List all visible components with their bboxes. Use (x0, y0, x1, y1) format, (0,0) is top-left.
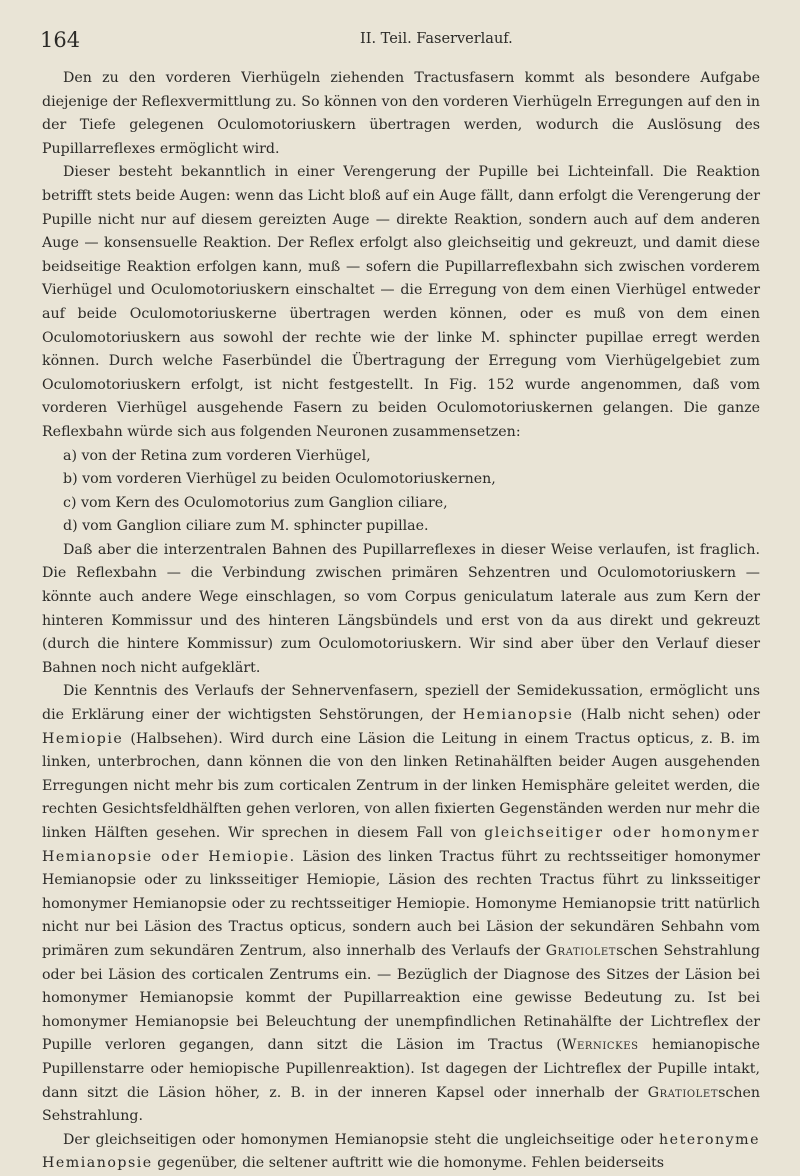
text-run: (Halb nicht sehen) oder (573, 707, 760, 724)
term-hemiopie: Hemiopie (42, 730, 124, 747)
list-item: d) vom Ganglion ciliare zum M. sphincter pupillae. (63, 518, 429, 535)
paragraph-1: Den zu den vorderen Vierhügeln ziehenden Tractusfasern kommt als besondere Aufgabe diejenige der Reflexvermittlung zu. So können von den vorderen Vierhügeln Erregungen auf den in der Tiefe gelegenen Oculomotoriuskern übertragen werden, wodurch die Auslösung des Pupillarreflexes ermöglicht wird. (42, 70, 760, 157)
text-run: Läsion des linken Tractus führt zu rechtsseitiger homonymer Hemianopsie oder zu linksseitiger Hemiopie, Läsion des rechten Tractus führt zu linksseitiger homonymer Hemianopsie oder zu rechtsseitiger Hemiopie. Homonyme Hemianopsie tritt natürlich nicht nur bei Läsion des Tractus opticus, sondern auch bei Läsion der sekundären Sehbahn vom primären zum sekundären Zentrum, also innerhalb des Verlaufs der (42, 848, 760, 959)
body-text (42, 67, 760, 1176)
name-gratiolet: Gratiolet (647, 1084, 719, 1101)
list-item: b) vom vorderen Vierhügel zu beiden Oculomotoriuskernen, (63, 471, 496, 488)
text-run: schen Sehstrahlung oder bei Läsion des corticalen Zentrums ein. — Bezüglich der Diagnose des Sitzes der Läsion bei homonymer Hemianopsie kommt der Pupillarreaktion eine gewisse Bedeutung zu. Ist bei homonymer Hemianopsie bei Beleuchtung der unempfindlichen Retinahälfte der Lichtreflex der Pupille verloren gegangen, dann sitzt die Läsion im Tractus ( (42, 942, 760, 1054)
text-run: gegenüber, die seltener auftritt wie die homonyme. Fehlen beiderseits (152, 1155, 665, 1172)
term-hemianopsie: Hemianopsie (462, 707, 574, 724)
term-homonymous-hemianopsia: gleichseitiger oder homonymer Hemianopsie oder Hemiopie. (42, 825, 760, 865)
text-run: Die Kenntnis des Verlaufs der Sehnervenfasern, speziell der Semidekussation, ermöglicht uns die Erklärung einer der wichtigsten Sehstörungen, der (42, 683, 760, 724)
paragraph-3: Daß aber die interzentralen Bahnen des Pupillarreflexes in dieser Weise verlaufen, ist fraglich. Die Reflexbahn — die Verbindung zwischen primären Sehzentren und Oculomotoriuskern — könnte auch andere Wege einschlagen, so vom Corpus geniculatum laterale aus zum Kern der hinteren Kommissur und des hinteren Längsbündels und erst von da aus direkt und gekreuzt (durch die hintere Kommissur) zum Oculomotoriuskern. Wir sind aber über den Verlauf dieser Bahnen noch nicht aufgeklärt. (42, 541, 760, 676)
text-run: schen Sehstrahlung. (42, 1084, 760, 1125)
paragraph-5 (42, 1129, 760, 1176)
neuron-list (42, 445, 760, 539)
term-heteronymous-hemianopsia: heteronyme Hemianopsie (42, 1131, 760, 1172)
text-run: (Halbsehen). Wird durch eine Läsion die Leitung in einem Tractus opticus, z. B. im linken, unterbrochen, dann können die von den linken Retinahälften beider Augen ausgehenden Erregungen nicht mehr bis zum corticalen Zentrum in der linken Hemisphäre geleitet werden, die rechten Gesichtsfeldhälften gehen verloren, von allen fixierten Gegenständen werden nur mehr die linken Hälften gesehen. Wir sprechen in diesem Fall von (42, 730, 760, 841)
paragraph-4 (42, 680, 760, 1128)
name-gratiolet: Gratiolet (545, 942, 617, 959)
name-wernicke: Wernickes (561, 1037, 639, 1054)
list-item: a) von der Retina zum vorderen Vierhügel, (63, 447, 371, 464)
list-item: c) vom Kern des Oculomotorius zum Ganglion ciliare, (63, 494, 448, 511)
running-title: II. Teil. Faserverlauf. (360, 31, 513, 47)
paragraph-2: Dieser besteht bekanntlich in einer Verengerung der Pupille bei Lichteinfall. Die Reaktion betrifft stets beide Augen: wenn das Licht bloß auf ein Auge fällt, dann erfolgt die Verengerung der Pupille nicht nur auf diesem gereizten Auge — direkte Reaktion, sondern auch auf dem anderen Auge — konsensuelle Reaktion. Der Reflex erfolgt also gleichseitig und gekreuzt, und damit diese beidseitige Reaktion erfolgen kann, muß — sofern die Pupillarreflexbahn sich zwischen vorderem Vierhügel und Oculomotoriuskern einschaltet — die Erregung von dem einen Vierhügel entweder auf beide Oculomotoriuskerne übertragen werden können, oder es muß von dem einen Oculomotoriuskern aus sowohl der rechte wie der linke M. sphincter pupillae erregt werden können. Durch welche Faserbündel die Übertragung der Erregung vom Vierhügelgebiet zum Oculomotoriuskern erfolgt, ist nicht festgestellt. In Fig. 152 wurde angenommen, daß vom vorderen Vierhügel ausgehende Fasern zu beiden Oculomotoriuskernen gelangen. Die ganze Reflexbahn würde sich aus folgenden Neuronen zusammensetzen: (42, 164, 760, 440)
page-header (40, 28, 760, 52)
text-run: Der gleichseitigen oder homonymen Hemianopsie steht die ungleichseitige oder (63, 1131, 660, 1148)
text-run: hemianopische Pupillenstarre oder hemiopische Pupillenreaktion). Ist dagegen der Lichtreflex der Pupille intakt, dann sitzt die Läsion höher, z. B. in der inneren Kapsel oder innerhalb der (42, 1037, 760, 1101)
page-number: 164 (40, 28, 81, 52)
